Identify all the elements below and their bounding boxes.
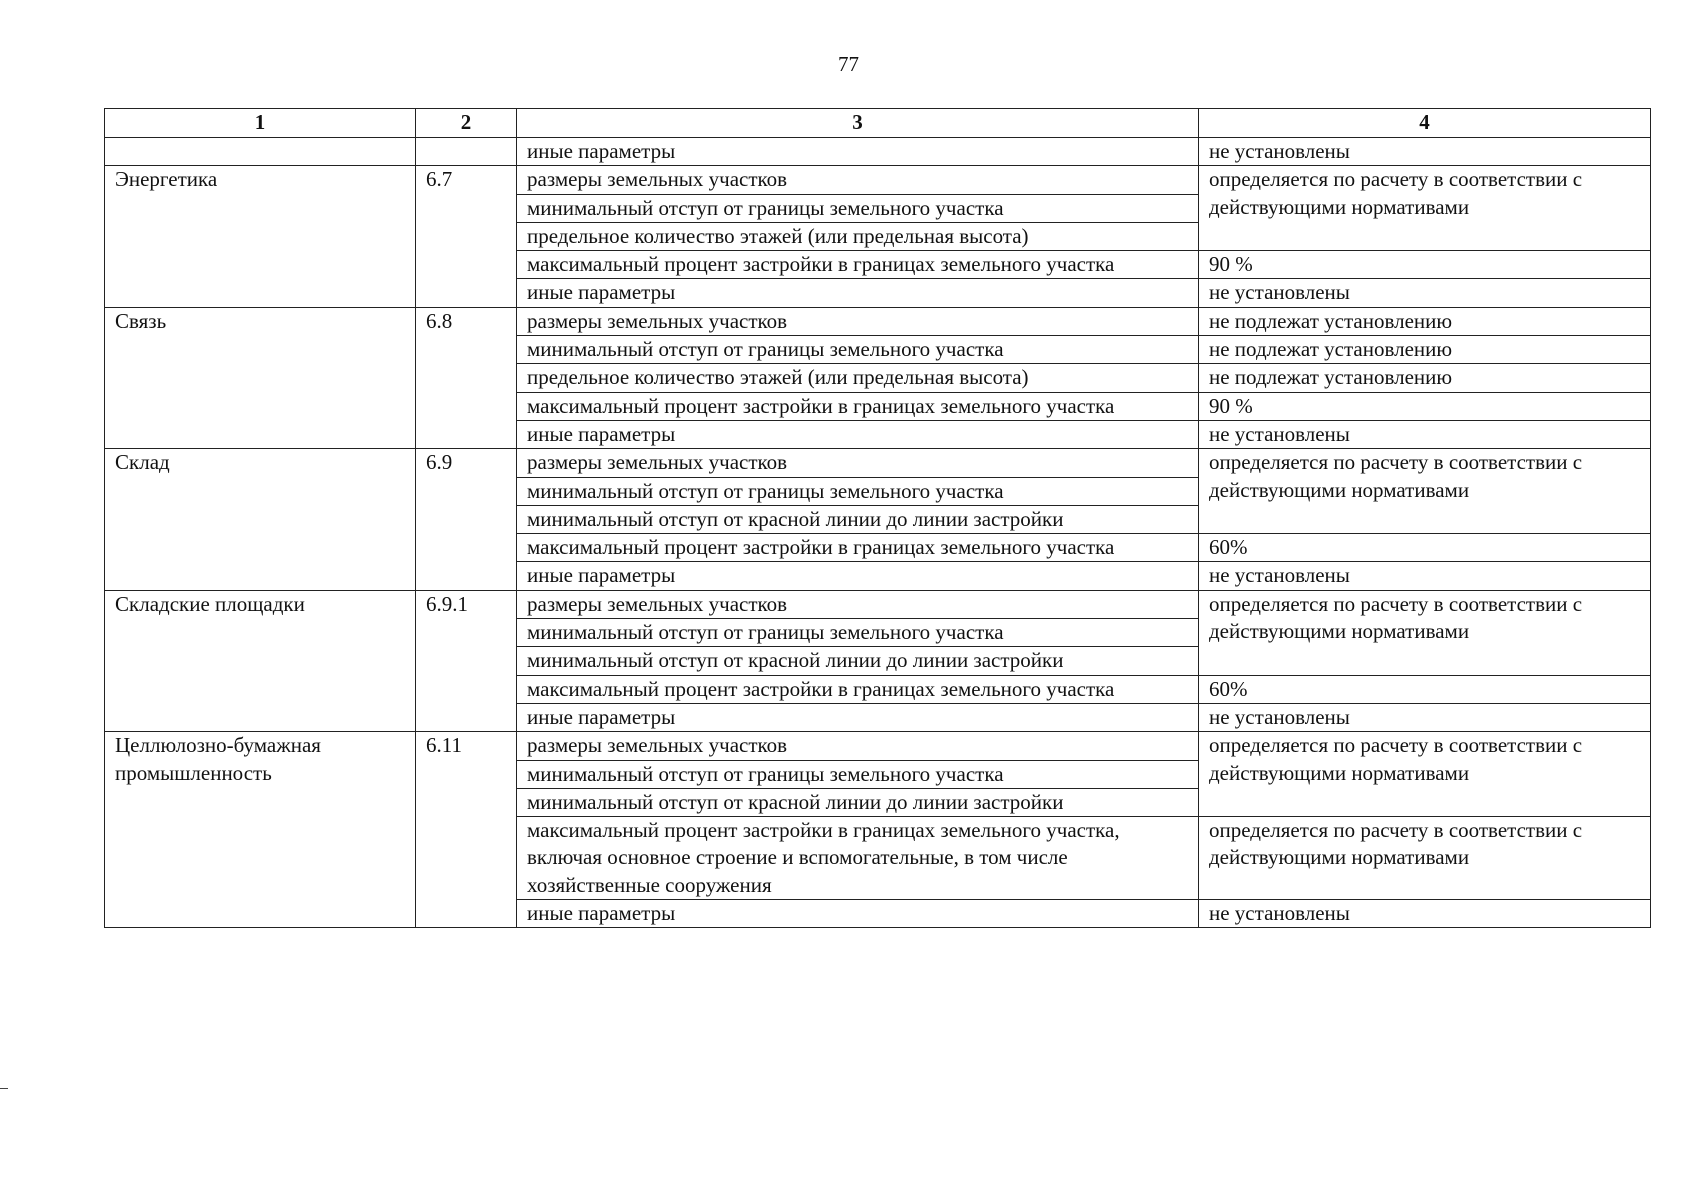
- group-name-cell: Энергетика: [105, 166, 416, 307]
- value-cell: не установлены: [1199, 900, 1651, 928]
- column-header-1: 1: [105, 109, 416, 138]
- value-cell: определяется по расчету в соответствии с действующими нормативами: [1199, 732, 1651, 817]
- margin-mark: [0, 1088, 8, 1089]
- param-cell: максимальный процент застройки в границах земельного участка: [517, 251, 1199, 279]
- column-header-2: 2: [416, 109, 517, 138]
- table-row: [105, 449, 1651, 477]
- param-cell: иные параметры: [517, 562, 1199, 590]
- param-cell: иные параметры: [517, 138, 1199, 166]
- param-cell: размеры земельных участков: [517, 307, 1199, 335]
- table-row: [105, 138, 1651, 166]
- group-name-cell: Связь: [105, 307, 416, 448]
- value-cell: определяется по расчету в соответствии с действующими нормативами: [1199, 817, 1651, 900]
- param-cell: минимальный отступ от красной линии до линии застройки: [517, 647, 1199, 675]
- value-cell: не установлены: [1199, 562, 1651, 590]
- group-code-cell: 6.7: [416, 166, 517, 307]
- column-header-3: 3: [517, 109, 1199, 138]
- value-cell: не установлены: [1199, 420, 1651, 448]
- param-cell: максимальный процент застройки в границах земельного участка, включая основное строение и вспомогательные, в том числе хозяйственные сооружения: [517, 817, 1199, 900]
- group-name-cell: Склад: [105, 449, 416, 590]
- param-cell: иные параметры: [517, 900, 1199, 928]
- value-cell: не установлены: [1199, 279, 1651, 307]
- value-cell: определяется по расчету в соответствии с действующими нормативами: [1199, 449, 1651, 534]
- param-cell: минимальный отступ от границы земельного участка: [517, 619, 1199, 647]
- param-cell: иные параметры: [517, 279, 1199, 307]
- param-cell: минимальный отступ от границы земельного участка: [517, 477, 1199, 505]
- param-cell: максимальный процент застройки в границах земельного участка: [517, 534, 1199, 562]
- group-name-cell: Целлюлозно-бумажная промышленность: [105, 732, 416, 928]
- value-cell: не установлены: [1199, 138, 1651, 166]
- value-cell: 90 %: [1199, 392, 1651, 420]
- table-row: [105, 590, 1651, 618]
- name-cell: [105, 138, 416, 166]
- param-cell: минимальный отступ от красной линии до линии застройки: [517, 788, 1199, 816]
- group-code-cell: 6.9: [416, 449, 517, 590]
- param-cell: размеры земельных участков: [517, 449, 1199, 477]
- param-cell: иные параметры: [517, 703, 1199, 731]
- param-cell: максимальный процент застройки в границах земельного участка: [517, 675, 1199, 703]
- param-cell: минимальный отступ от границы земельного участка: [517, 336, 1199, 364]
- group-code-cell: 6.9.1: [416, 590, 517, 731]
- value-cell: 60%: [1199, 534, 1651, 562]
- header-row: [105, 109, 1651, 138]
- table-row: [105, 732, 1651, 760]
- param-cell: максимальный процент застройки в границах земельного участка: [517, 392, 1199, 420]
- page-number: 77: [838, 52, 859, 76]
- value-cell: не подлежат установлению: [1199, 336, 1651, 364]
- param-cell: минимальный отступ от границы земельного участка: [517, 760, 1199, 788]
- code-cell: [416, 138, 517, 166]
- param-cell: иные параметры: [517, 420, 1199, 448]
- value-cell: 90 %: [1199, 251, 1651, 279]
- group-code-cell: 6.8: [416, 307, 517, 448]
- param-cell: предельное количество этажей (или предельная высота): [517, 222, 1199, 250]
- table-row: [105, 166, 1651, 194]
- value-cell: определяется по расчету в соответствии с действующими нормативами: [1199, 590, 1651, 675]
- param-cell: размеры земельных участков: [517, 166, 1199, 194]
- value-cell: не установлены: [1199, 703, 1651, 731]
- group-name-cell: Складские площадки: [105, 590, 416, 731]
- value-cell: 60%: [1199, 675, 1651, 703]
- param-cell: минимальный отступ от границы земельного участка: [517, 194, 1199, 222]
- param-cell: минимальный отступ от красной линии до линии застройки: [517, 505, 1199, 533]
- value-cell: определяется по расчету в соответствии с действующими нормативами: [1199, 166, 1651, 251]
- param-cell: размеры земельных участков: [517, 732, 1199, 760]
- table-row: [105, 307, 1651, 335]
- param-cell: предельное количество этажей (или предельная высота): [517, 364, 1199, 392]
- column-header-4: 4: [1199, 109, 1651, 138]
- value-cell: не подлежат установлению: [1199, 364, 1651, 392]
- regulations-table: [104, 108, 1651, 928]
- group-code-cell: 6.11: [416, 732, 517, 928]
- value-cell: не подлежат установлению: [1199, 307, 1651, 335]
- param-cell: размеры земельных участков: [517, 590, 1199, 618]
